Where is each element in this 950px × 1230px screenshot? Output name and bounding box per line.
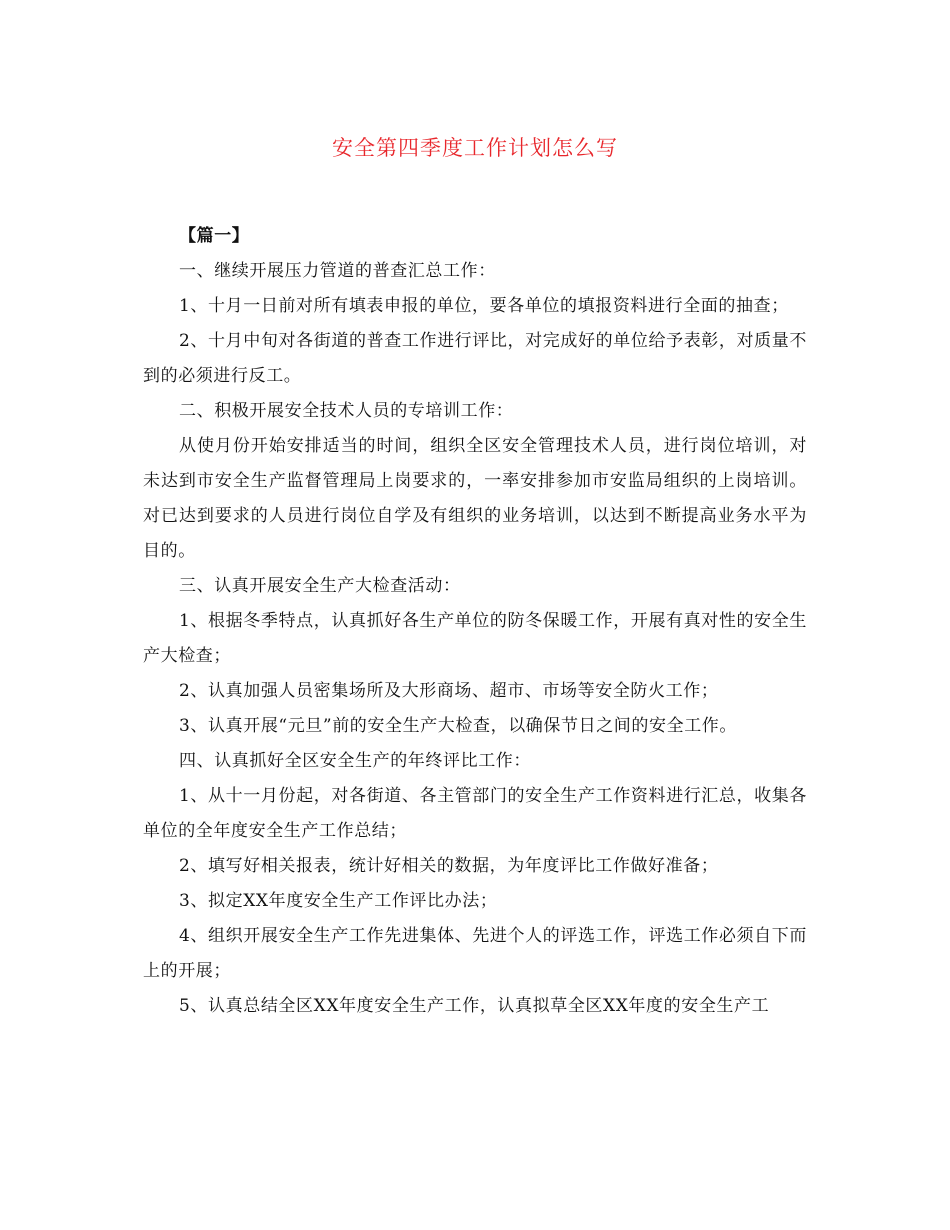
document-body bbox=[143, 219, 807, 1024]
paragraph: 二、积极开展安全技术人员的专培训工作： bbox=[179, 401, 514, 421]
paragraph: 1、十月一日前对所有填表申报的单位，要各单位的填报资料进行全面的抽查； bbox=[179, 296, 789, 316]
paragraph: 一、继续开展压力管道的普查汇总工作： bbox=[179, 261, 496, 281]
paragraph: 从使月份开始安排适当的时间，组织全区安全管理技术人员，进行岗位培训，对未达到市安全生产监督管理局上岗要求的，一率安排参加市安监局组织的上岗培训。对已达到要求的人员进行岗位自学及有组织的业务培训，以达到不断提高业务水平为目的。 bbox=[143, 436, 807, 561]
paragraph: 2、认真加强人员密集场所及大形商场、超市、市场等安全防火工作； bbox=[179, 681, 719, 701]
paragraph: 1、从十一月份起，对各街道、各主管部门的安全生产工作资料进行汇总，收集各单位的全年度安全生产工作总结； bbox=[143, 786, 807, 841]
paragraph: 2、填写好相关报表，统计好相关的数据，为年度评比工作做好准备； bbox=[179, 856, 719, 876]
paragraph: 3、拟定XX年度安全生产工作评比办法； bbox=[179, 891, 498, 911]
paragraph: 四、认真抓好全区安全生产的年终评比工作： bbox=[179, 751, 531, 771]
paragraph: 1、根据冬季特点，认真抓好各生产单位的防冬保暖工作，开展有真对性的安全生产大检查； bbox=[143, 611, 807, 666]
section-heading: 【篇一】 bbox=[179, 226, 250, 246]
paragraph: 三、认真开展安全生产大检查活动： bbox=[179, 576, 461, 596]
paragraph: 3、认真开展“元旦”前的安全生产大检查，以确保节日之间的安全工作。 bbox=[179, 716, 737, 736]
paragraph: 2、十月中旬对各街道的普查工作进行评比，对完成好的单位给予表彰，对质量不到的必须进行反工。 bbox=[143, 331, 807, 386]
page-title: 安全第四季度工作计划怎么写 bbox=[332, 136, 618, 160]
paragraph: 4、组织开展安全生产工作先进集体、先进个人的评选工作，评选工作必须自下而上的开展； bbox=[143, 926, 807, 981]
paragraph: 5、认真总结全区XX年度安全生产工作，认真拟草全区XX年度的安全生产工 bbox=[179, 996, 770, 1016]
